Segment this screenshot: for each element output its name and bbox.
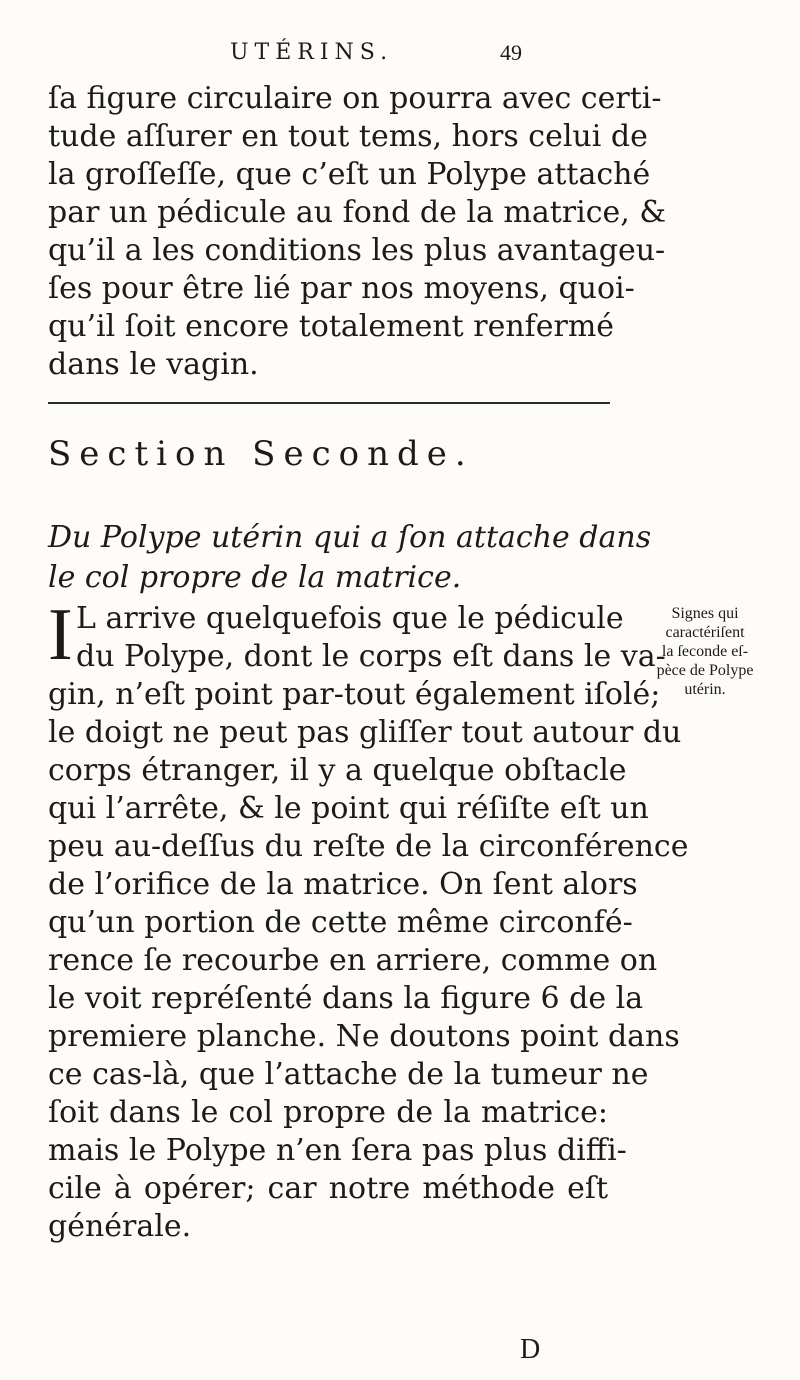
page-number: 49 <box>500 40 522 65</box>
text-line: peu au-deſſus du reſte de la circonférence <box>48 829 689 864</box>
text-line: par un pédicule au fond de la matrice, & <box>48 195 667 230</box>
text-line: corps étranger, il y a quelque obſtacle <box>48 753 627 788</box>
text-line: mais le Polype n’en ſera pas plus diffi- <box>48 1133 627 1168</box>
text-line: du Polype, dont le corps eſt dans le va- <box>76 639 666 674</box>
subtitle-line: le col propre de la matrice. <box>48 560 462 595</box>
text-line: L arrive quelquefois que le pédicule <box>76 601 624 636</box>
text-line: le doigt ne peut pas gliſſer tout autour du <box>48 715 682 750</box>
section-divider <box>48 402 610 404</box>
margin-note-line: caractériſent <box>665 624 745 641</box>
text-line: qu’il ſoit encore totalement renfermé <box>48 309 615 344</box>
text-line: tude aſſurer en tout tems, hors celui de <box>48 119 648 154</box>
text-line: rence ſe recourbe en arriere, comme on <box>48 943 658 978</box>
text-line: de l’orifice de la matrice. On ſent alors <box>48 867 638 902</box>
subtitle-line: Du Polype utérin qui a ſon attache dans <box>48 520 652 555</box>
margin-note-line: la ſeconde eſ- <box>661 643 749 660</box>
text-line: ſoit dans le col propre de la matrice: <box>48 1095 608 1130</box>
text-line: la groſſeſſe, que c’eſt un Polype attaché <box>48 157 651 192</box>
running-head: UTÉRINS. <box>230 40 394 65</box>
text-line: dans le vagin. <box>48 347 259 382</box>
paragraph-continued <box>48 80 667 384</box>
text-line: ſes pour être lié par nos moyens, quoi- <box>48 271 635 306</box>
text-line: premiere planche. Ne doutons point dans <box>48 1019 680 1054</box>
text-line: le voit repréſenté dans la figure 6 de la <box>48 981 644 1016</box>
section-subtitle <box>48 518 652 598</box>
text-line: cile à opérer; car notre méthode eſt <box>48 1171 608 1206</box>
margin-note-line: pèce de Polype <box>656 662 754 679</box>
text-line: générale. <box>48 1209 192 1244</box>
drop-cap: I <box>48 594 73 676</box>
text-line: qu’il a les conditions les plus avantageu- <box>48 233 666 268</box>
margin-note <box>616 604 794 699</box>
text-line: gin, n’eſt point par-tout également iſolé; <box>48 677 661 712</box>
text-line: ce cas-là, que l’attache de la tumeur ne <box>48 1057 649 1092</box>
section-title: Section Seconde. <box>48 434 474 474</box>
margin-note-line: Signes qui <box>671 605 739 622</box>
text-line: qui l’arrête, & le point qui réſiſte eſt un <box>48 791 649 826</box>
margin-note-line: utérin. <box>684 681 726 698</box>
signature-mark: D <box>520 1334 541 1365</box>
paragraph-main <box>48 594 689 1246</box>
text-line: ſa figure circulaire on pourra avec certi- <box>48 81 662 116</box>
text-line: qu’un portion de cette même circonfé- <box>48 905 633 940</box>
